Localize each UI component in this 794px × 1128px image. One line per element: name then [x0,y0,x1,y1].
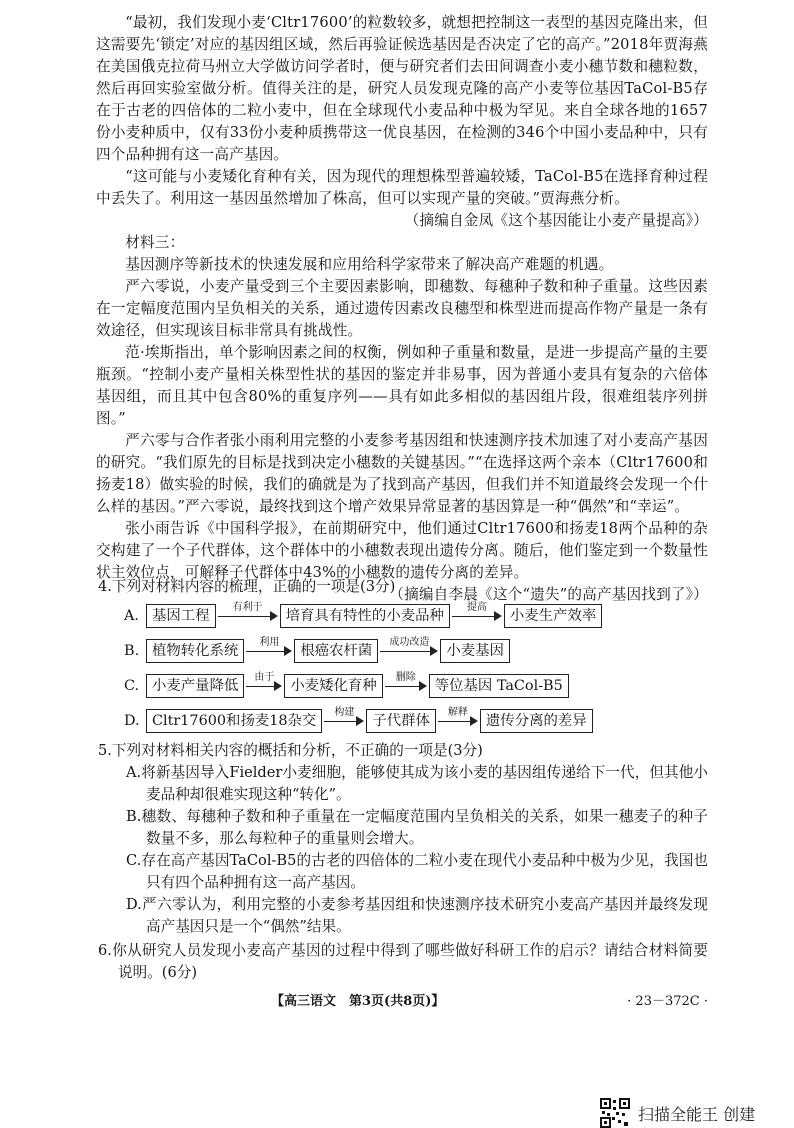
flow-box: 遗传分离的差异 [480,709,593,733]
passage-continuation [96,12,708,606]
q4-option-b[interactable] [124,637,510,665]
flow-box: 小麦矮化育种 [284,674,382,698]
footer-page-info: 【高三语文 第3页(共8页)】 [271,994,445,1009]
q5-option-a[interactable]: A.将新基因导入Fielder小麦细胞，能够使其成为该小麦的基因组传递给下一代，但其他小麦品种却很难实现这种“转化”。 [126,764,708,803]
flow-box: 小麦生产效率 [504,604,602,628]
flow-box: 培育具有特性的小麦品种 [280,604,450,628]
source-citation: （摘编自金凤《这个基因能让小麦产量提高》） [404,212,708,229]
flow-box: 子代群体 [366,709,436,733]
question-5 [98,740,708,984]
arrow-icon: 成功改造 [378,637,440,665]
option-label: A. [124,608,139,624]
option-label: C. [124,678,140,694]
material-heading: 材料三： [125,234,185,251]
flow-box: Cltr17600和扬麦18杂交 [146,709,322,733]
question-5-stem: 5.下列对材料相关内容的概括和分析，不正确的一项是(3分) [98,742,483,759]
arrow-icon: 解释 [436,707,480,735]
q4-option-c[interactable] [124,672,569,700]
option-label: B. [124,643,140,659]
footer-code: · 23－372C · [627,994,708,1009]
q4-option-a[interactable] [124,602,602,630]
paragraph: 范·埃斯指出，单个影响因素之间的权衡，例如种子重量和数量，是进一步提高产量的主要瓶颈。“控制小麦产量相关株型性状的基因的鉴定并非易事，因为普通小麦具有复杂的六倍体基因组，而且其中包含80%的重复序列——具有如此多相似的基因组片段，很难组装序列拼图。” [96,344,708,427]
flow-box: 小麦基因 [440,639,510,663]
paragraph: “这可能与小麦矮化育种有关，因为现代的理想株型普遍较矮，TaCol-B5在选择育种过程中丢失了。利用这一基因虽然增加了株高，但可以实现产量的突破。”贾海燕分析。 [96,168,708,207]
q5-option-d[interactable]: D.严六零认为，利用完整的小麦参考基因组和快速测序技术研究小麦高产基因并最终发现高产基因只是一个“偶然”结果。 [126,896,708,935]
paragraph: 严六零与合作者张小雨利用完整的小麦参考基因组和快速测序技术加速了对小麦高产基因的研究。“我们原先的目标是找到决定小穗数的关键基因。”“在选择这两个亲本（Cltr17600和扬麦18）做实验的时候，我们的确就是为了找到高产基因，但我们并不知道最终会发现一个什么样的基因。”严六零说，最终找到这个增产效果异常显著的基因算是一种“偶然”和“幸运”。 [96,432,708,515]
flow-box: 等位基因 TaCol-B5 [429,674,569,698]
question-4-stem: 4.下列对材料内容的梳理，正确的一项是(3分) [98,578,396,595]
option-label: D. [124,713,140,729]
paragraph: 张小雨告诉《中国科学报》，在前期研究中，他们通过Cltr17600和扬麦18两个品种的杂交构建了一个子代群体，这个群体中的小穗数表现出遗传分离。随后，他们鉴定到一个数量性状主效位点，可解释子代群体中43%的小穗数的遗传分离的差异。 [96,520,708,581]
q5-option-c[interactable]: C.存在高产基因TaCol-B5的古老的四倍体的二粒小麦在现代小麦品种中极为少见，我国也只有四个品种拥有这一高产基因。 [126,852,708,891]
flow-box: 植物转化系统 [146,639,244,663]
q4-option-d[interactable] [124,707,593,735]
flow-box: 根癌农杆菌 [294,639,378,663]
arrow-icon: 有利于 [216,602,280,630]
q5-option-b[interactable]: B.穗数、每穗种子数和种子重量在一定幅度范围内呈负相关的关系，如果一穗麦子的种子数量不多，那么每粒种子的重量则会增大。 [126,808,708,847]
paragraph: “最初，我们发现小麦‘Cltr17600’的粒数较多，就想把控制这一表型的基因克隆出来，但这需要先‘锁定’对应的基因组区域，然后再验证候选基因是否决定了它的高产。”2018年贾海燕在美国俄克拉荷马州立大学做访问学者时，便与研究者们去田间调查小麦小穗节数和穗粒数，然后再回实验室做分析。值得关注的是，研究人员发现克隆的高产小麦等位基因TaCol-B5存在于古老的四倍体的二粒小麦中，但在全球现代小麦品种中极为罕见。来自全球各地的1657份小麦种质中，仅有33份小麦种质携带这一优良基因，在检测的346个中国小麦品种中，只有四个品种拥有这一高产基因。 [96,14,708,163]
arrow-icon: 构建 [322,707,366,735]
question-6-stem: 6.你从研究人员发现小麦高产基因的过程中得到了哪些做好科研工作的启示？请结合材料简要说明。(6分) [98,942,708,981]
arrow-icon: 利用 [244,637,294,665]
paragraph: 严六零说，小麦产量受到三个主要因素影响，即穗数、每穗种子数和种子重量。这些因素在一定幅度范围内呈负相关的关系，通过遗传因素改良穗型和株型进而提高作物产量是一条有效途径，但实现该目标非常具有挑战性。 [96,278,708,339]
scanner-label: 扫描全能王 创建 [638,1104,756,1124]
flow-box: 小麦产量降低 [146,674,244,698]
arrow-icon: 删除 [383,672,429,700]
paragraph: 基因测序等新技术的快速发展和应用给科学家带来了解决高产难题的机遇。 [125,256,614,273]
flow-box: 基因工程 [146,604,216,628]
source-citation: （摘编自李晨《这个“遗失”的高产基因找到了》） [389,586,708,603]
arrow-icon: 提高 [450,602,504,630]
page-footer [96,990,708,1009]
arrow-icon: 由于 [244,672,284,700]
